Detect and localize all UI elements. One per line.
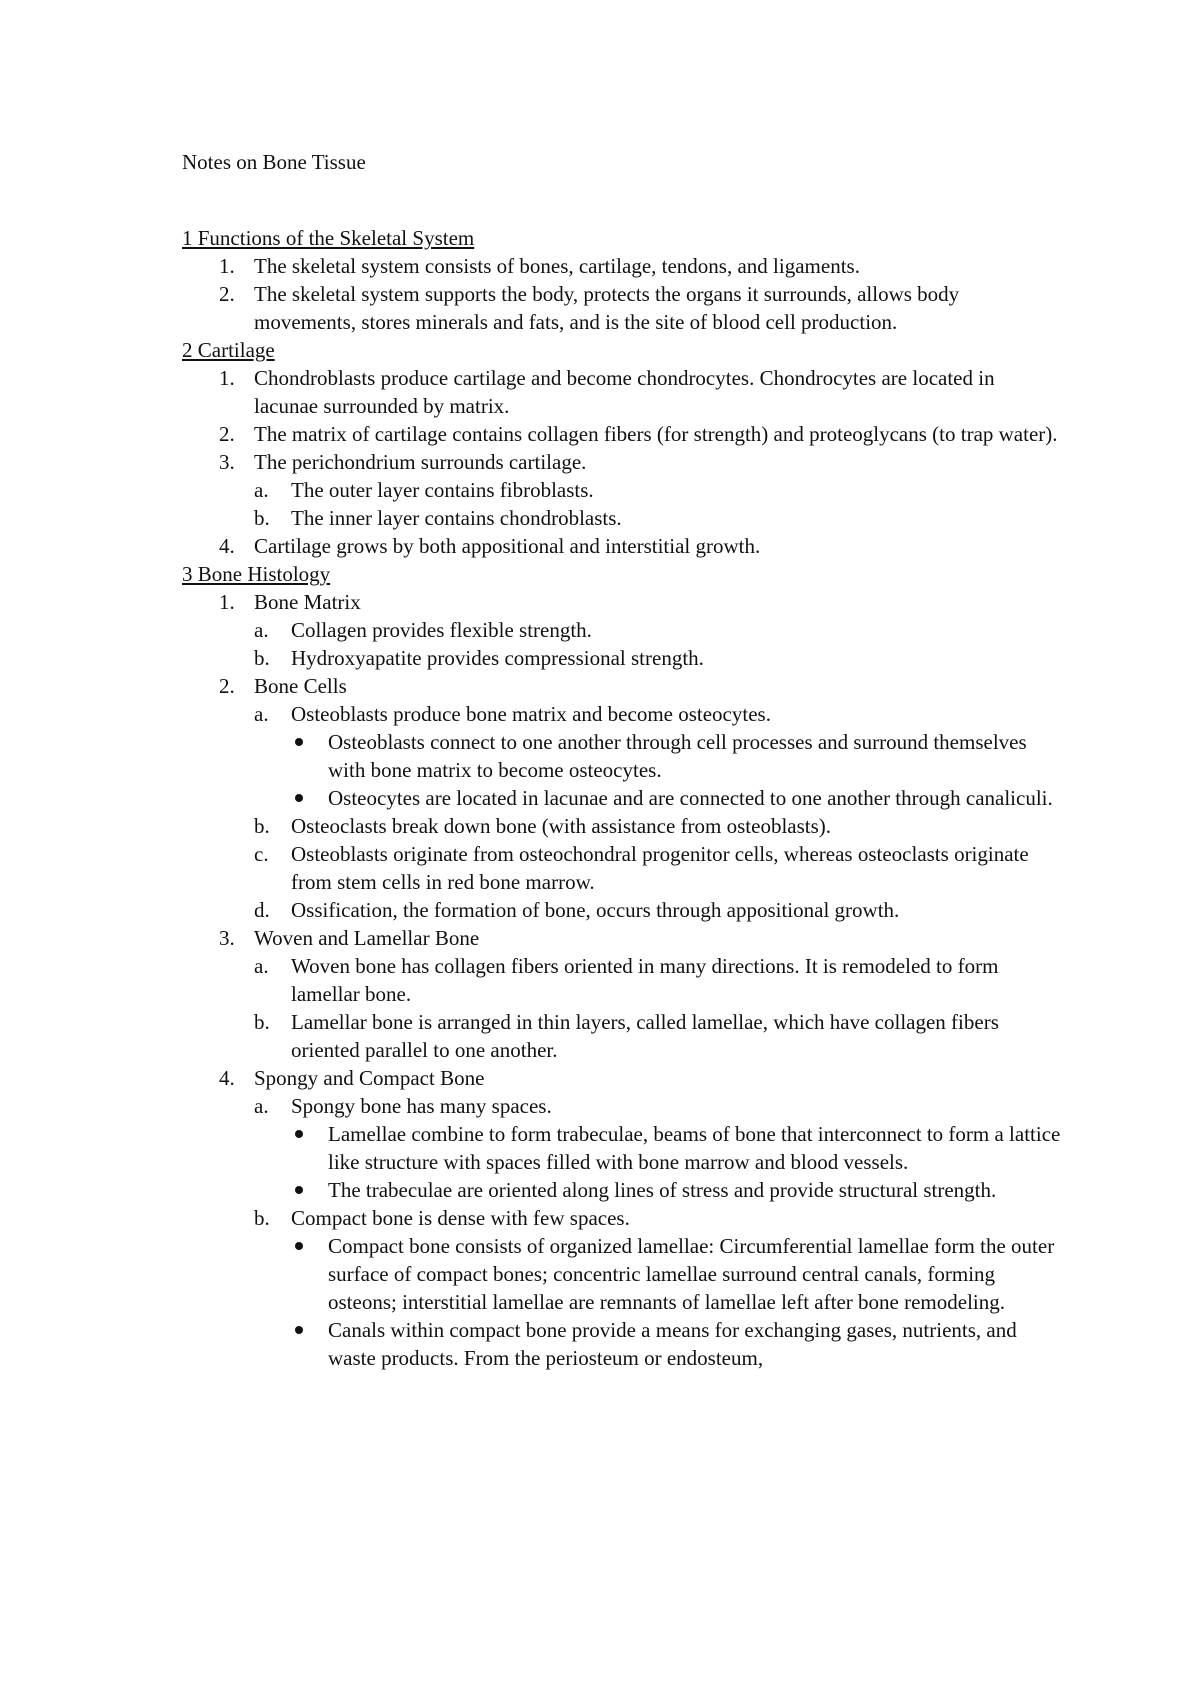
bullet-item xyxy=(291,1316,1062,1372)
sub-list-item xyxy=(254,504,1062,532)
sub-list-item-text: Osteoclasts break down bone (with assistance from osteoblasts). xyxy=(291,814,832,838)
bullet-item-text: Osteocytes are located in lacunae and are connected to one another through canaliculi. xyxy=(328,786,1053,810)
bullet-dot-icon xyxy=(295,738,303,746)
sub-list-item-letter: a. xyxy=(254,478,269,502)
section-heading: 3 Bone Histology xyxy=(182,562,331,586)
bullet-list xyxy=(291,728,1062,812)
list-item-number: 4. xyxy=(219,1066,235,1090)
list-item-text: Woven and Lamellar Bone xyxy=(254,926,480,950)
sub-list-item-text: Osteoblasts produce bone matrix and become osteocytes. xyxy=(291,702,771,726)
bullet-dot-icon xyxy=(295,794,303,802)
sub-list-item-text: Spongy bone has many spaces. xyxy=(291,1094,552,1118)
sub-list-item-text: Hydroxyapatite provides compressional strength. xyxy=(291,646,704,670)
numbered-list xyxy=(182,252,1062,336)
sub-list-item-letter: a. xyxy=(254,1094,269,1118)
bullet-item-text: Lamellae combine to form trabeculae, beams of bone that interconnect to form a lattice like structure with spaces filled with bone marrow and blood vessels. xyxy=(328,1122,1061,1174)
list-item-text: Spongy and Compact Bone xyxy=(254,1066,485,1090)
list-item xyxy=(182,1064,1062,1372)
list-item-number: 1. xyxy=(219,366,235,390)
list-item-number: 1. xyxy=(219,254,235,278)
list-item-text: Bone Cells xyxy=(254,674,347,698)
bullet-item-text: Osteoblasts connect to one another through cell processes and surround themselves with bone matrix to become osteocytes. xyxy=(328,730,1027,782)
list-item-number: 2. xyxy=(219,422,235,446)
document-page xyxy=(182,148,1062,1372)
list-item xyxy=(182,588,1062,672)
bullet-list xyxy=(291,1120,1062,1204)
bullet-list xyxy=(291,1232,1062,1372)
sub-list-item-text: Compact bone is dense with few spaces. xyxy=(291,1206,630,1230)
list-item-text: The skeletal system consists of bones, cartilage, tendons, and ligaments. xyxy=(254,254,860,278)
sub-list-item-letter: b. xyxy=(254,646,270,670)
list-item xyxy=(182,448,1062,532)
sub-list-item-letter: a. xyxy=(254,618,269,642)
sub-list-item-letter: c. xyxy=(254,842,269,866)
section-heading: 1 Functions of the Skeletal System xyxy=(182,226,475,250)
list-item xyxy=(182,420,1062,448)
list-item-number: 4. xyxy=(219,534,235,558)
sub-list-item-text: Ossification, the formation of bone, occurs through appositional growth. xyxy=(291,898,900,922)
bullet-item xyxy=(291,1120,1062,1176)
sub-list-item xyxy=(254,812,1062,840)
sub-list-item xyxy=(254,1092,1062,1204)
sub-list-item-letter: b. xyxy=(254,1206,270,1230)
sub-list-item-text: Woven bone has collagen fibers oriented in many directions. It is remodeled to form lamellar bone. xyxy=(291,954,999,1006)
list-item-text: Cartilage grows by both appositional and interstitial growth. xyxy=(254,534,761,558)
list-item-number: 2. xyxy=(219,282,235,306)
sub-list-item-letter: a. xyxy=(254,954,269,978)
list-item xyxy=(182,364,1062,420)
sub-list-item xyxy=(254,952,1062,1008)
sub-list-item-text: Collagen provides flexible strength. xyxy=(291,618,592,642)
list-item-text: The skeletal system supports the body, protects the organs it surrounds, allows body movements, stores minerals and fats, and is the site of blood cell production. xyxy=(254,282,960,334)
list-item xyxy=(182,252,1062,280)
list-item-number: 1. xyxy=(219,590,235,614)
numbered-list xyxy=(182,588,1062,1372)
sub-list-item-letter: d. xyxy=(254,898,270,922)
sections-container xyxy=(182,224,1062,1372)
list-item-number: 3. xyxy=(219,926,235,950)
title-spacer xyxy=(182,176,1062,224)
bullet-item xyxy=(291,1176,1062,1204)
list-item-text: Chondroblasts produce cartilage and become chondrocytes. Chondrocytes are located in lacunae surrounded by matrix. xyxy=(254,366,995,418)
bullet-dot-icon xyxy=(295,1186,303,1194)
bullet-item xyxy=(291,728,1062,784)
sub-list-item xyxy=(254,616,1062,644)
bullet-item-text: The trabeculae are oriented along lines of stress and provide structural strength. xyxy=(328,1178,997,1202)
numbered-list xyxy=(182,364,1062,560)
section-heading: 2 Cartilage xyxy=(182,338,275,362)
sub-list-item xyxy=(254,1008,1062,1064)
sub-list-item xyxy=(254,1204,1062,1372)
sub-list-item-letter: b. xyxy=(254,814,270,838)
list-item-number: 2. xyxy=(219,674,235,698)
list-item-text: The matrix of cartilage contains collagen fibers (for strength) and proteoglycans (to trap water). xyxy=(254,422,1058,446)
list-item xyxy=(182,532,1062,560)
lettered-list xyxy=(254,616,1062,672)
list-item-text: The perichondrium surrounds cartilage. xyxy=(254,450,587,474)
list-item-text: Bone Matrix xyxy=(254,590,361,614)
sub-list-item-letter: b. xyxy=(254,1010,270,1034)
bullet-item xyxy=(291,1232,1062,1316)
bullet-item-text: Compact bone consists of organized lamellae: Circumferential lamellae form the outer surface of compact bones; concentric lamellae surround central canals, forming osteons; interstitial lamellae are remnants of lamellae left after bone remodeling. xyxy=(328,1234,1055,1314)
bullet-dot-icon xyxy=(295,1242,303,1250)
document-title: Notes on Bone Tissue xyxy=(182,150,366,174)
sub-list-item xyxy=(254,896,1062,924)
sub-list-item-text: Lamellar bone is arranged in thin layers, called lamellae, which have collagen fibers oriented parallel to one another. xyxy=(291,1010,999,1062)
lettered-list xyxy=(254,952,1062,1064)
sub-list-item-text: The outer layer contains fibroblasts. xyxy=(291,478,594,502)
list-item-number: 3. xyxy=(219,450,235,474)
lettered-list xyxy=(254,1092,1062,1372)
bullet-dot-icon xyxy=(295,1130,303,1138)
sub-list-item-letter: a. xyxy=(254,702,269,726)
sub-list-item xyxy=(254,644,1062,672)
list-item xyxy=(182,924,1062,1064)
sub-list-item xyxy=(254,476,1062,504)
sub-list-item-text: The inner layer contains chondroblasts. xyxy=(291,506,622,530)
sub-list-item-text: Osteoblasts originate from osteochondral progenitor cells, whereas osteoclasts originate from stem cells in red bone marrow. xyxy=(291,842,1029,894)
lettered-list xyxy=(254,700,1062,924)
list-item xyxy=(182,672,1062,924)
bullet-item xyxy=(291,784,1062,812)
bullet-item-text: Canals within compact bone provide a means for exchanging gases, nutrients, and waste products. From the periosteum or endosteum, xyxy=(328,1318,1017,1370)
sub-list-item-letter: b. xyxy=(254,506,270,530)
bullet-dot-icon xyxy=(295,1326,303,1334)
sub-list-item xyxy=(254,700,1062,812)
list-item xyxy=(182,280,1062,336)
lettered-list xyxy=(254,476,1062,532)
sub-list-item xyxy=(254,840,1062,896)
